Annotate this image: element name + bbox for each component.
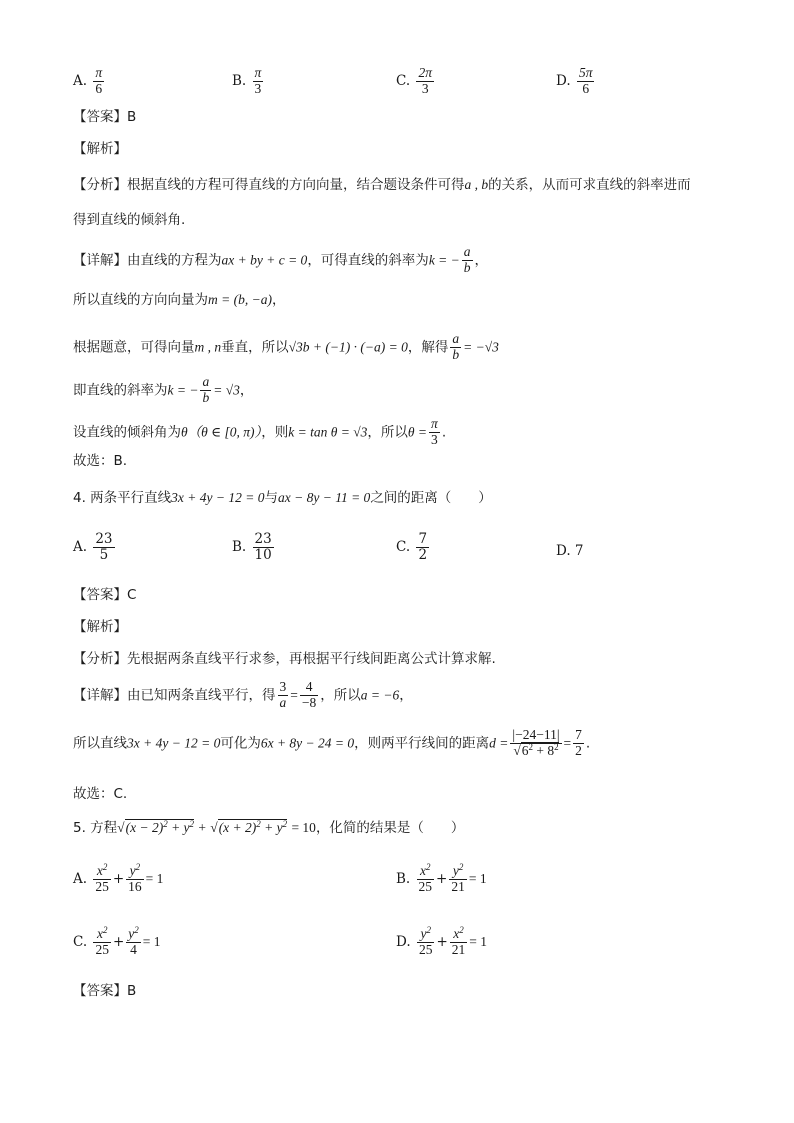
option-fraction: [253, 532, 274, 563]
frac-den: 3: [421, 80, 429, 96]
q5-option-d: [396, 927, 487, 958]
q3-choice: 故选：B.: [73, 453, 128, 469]
stem-text: 5. 方程: [73, 820, 118, 836]
frac-num: |−24−11|: [512, 727, 560, 742]
slope-fraction: [200, 375, 211, 406]
exp: 2: [189, 819, 195, 829]
q4-option-a: [73, 532, 117, 563]
option-label: B.: [232, 72, 247, 89]
var: y: [452, 863, 459, 878]
ellipse-term-2: [450, 927, 468, 958]
exp: 2: [458, 862, 464, 872]
frac-num: 4: [300, 680, 318, 696]
frac-num: a: [463, 244, 471, 259]
term: (x + 2): [218, 820, 257, 835]
frac-den: −8: [301, 694, 317, 710]
frac-num: π: [431, 416, 438, 431]
distance-var: d =: [489, 735, 509, 751]
punct: .: [585, 735, 591, 752]
q5-stem: [73, 821, 464, 836]
punct: ，: [239, 382, 254, 399]
frac-num: 23: [95, 531, 113, 547]
q3-detail-line5: [73, 417, 446, 448]
angle-result: θ =: [407, 424, 428, 440]
exp: 2: [282, 819, 288, 829]
q3-analysis-line2: 得到直线的倾斜角.: [73, 212, 186, 228]
frac-den: 3: [431, 431, 438, 447]
base: 6: [521, 742, 529, 758]
q3-option-d: [556, 66, 596, 97]
punct: .: [441, 424, 447, 441]
frac-den: 3: [254, 80, 262, 96]
q3-detail-line4: [73, 375, 253, 406]
direction-vector: m = (b, −a): [208, 292, 272, 307]
frac-den: a: [279, 694, 287, 710]
option-label: A.: [73, 538, 88, 555]
detail-tag: 【详解】: [73, 252, 127, 269]
term: + y: [171, 820, 190, 835]
option-label: B.: [232, 538, 247, 555]
frac-num: 7: [575, 727, 582, 742]
frac-num: 7: [418, 531, 428, 547]
plus: +: [112, 870, 125, 887]
exp: 2: [554, 741, 559, 752]
sqrt-term-2: [210, 819, 287, 835]
option-label: B.: [396, 870, 411, 887]
stem-text: 与: [264, 490, 278, 506]
equals-one: = 1: [142, 933, 161, 949]
stem-text: 4. 两条平行直线: [73, 490, 172, 506]
exp: 2: [459, 925, 464, 935]
q4-choice: 故选：C.: [73, 786, 128, 802]
frac-den: 25: [95, 941, 109, 957]
exp: 2: [135, 862, 141, 872]
exp: 2: [426, 925, 431, 935]
q3-detail-line3: [73, 332, 499, 363]
plus: +: [198, 820, 206, 835]
ratio-result: = −√3: [463, 339, 499, 355]
q4-stem: [73, 491, 492, 506]
ellipse-term-1: [417, 927, 435, 958]
equals-one: = 1: [145, 870, 164, 886]
detail-text: 可化为: [220, 735, 261, 752]
sqrt-body: [125, 819, 194, 835]
q4-option-b: [232, 532, 276, 563]
var: y: [129, 863, 136, 878]
distance-fraction: [510, 728, 561, 759]
q5-option-a: [73, 864, 163, 895]
dot-product-eq: √3b + (−1) · (−a) = 0: [288, 339, 408, 355]
q4-analysis: 【分析】先根据两条直线平行求参，再根据平行线间距离公式计算求解.: [73, 651, 496, 667]
option-label: D.: [396, 933, 411, 950]
detail-text: 由已知两条直线平行，得: [127, 687, 276, 704]
q3-answer: 【答案】B: [73, 109, 137, 125]
q5-option-c: [73, 927, 161, 958]
option-label: A.: [73, 870, 88, 887]
q3-detail-line2: [73, 293, 285, 308]
var: y: [128, 926, 135, 941]
plus: +: [112, 933, 125, 950]
frac-num: 23: [254, 531, 272, 547]
exp: 2: [163, 819, 168, 829]
detail-text: 设直线的倾斜角为: [73, 424, 181, 441]
detail-text: 所以直线: [73, 735, 127, 752]
detail-text: ，可得直线的斜率为: [307, 252, 429, 269]
q4-jiexi: 【解析】: [73, 619, 127, 635]
sqrt-body: [218, 819, 287, 835]
angle-def: θ（θ ∈ [0, π)）: [181, 424, 262, 440]
ratio-fraction: [450, 332, 461, 363]
option-fraction: [253, 66, 264, 97]
ellipse-term-1: [93, 864, 111, 895]
angle-fraction: [429, 417, 440, 448]
option-fraction: [577, 66, 595, 97]
line-equation: 3x + 4y − 12 = 0: [127, 735, 221, 751]
punct: ，: [474, 252, 489, 269]
ratio-fraction-2: [300, 680, 318, 711]
var: x: [453, 926, 460, 941]
detail-text: 所以直线的方向向量为: [73, 292, 208, 308]
sqrt-icon: √: [117, 820, 125, 835]
q3-analysis-line1: [73, 178, 691, 193]
frac-num: a: [202, 374, 210, 389]
frac-num: 3: [279, 679, 287, 694]
equals-one: = 1: [468, 870, 487, 886]
equals-value: = 10: [291, 820, 316, 835]
q5-option-b: [396, 864, 487, 895]
frac-num: 5π: [578, 65, 593, 80]
detail-text: ，所以: [320, 687, 361, 704]
q5-answer: 【答案】B: [73, 983, 137, 999]
analysis-text: 的关系，从而可求直线的斜率进而: [488, 177, 691, 193]
q4-detail-line1: [73, 680, 413, 711]
ellipse-term-2: [126, 927, 141, 958]
vectors: m , n: [194, 339, 222, 355]
q4-option-c: [396, 532, 431, 563]
frac-den: 2: [418, 546, 428, 563]
punct: ，: [271, 292, 286, 308]
detail-text: 由直线的方程为: [127, 252, 222, 269]
q4-answer: 【答案】C: [73, 587, 137, 603]
line-equation: ax + by + c = 0: [221, 252, 308, 268]
result-fraction: [573, 728, 584, 759]
detail-text: ，所以: [367, 424, 408, 441]
plus: +: [436, 933, 448, 950]
frac-den: b: [202, 389, 210, 405]
frac-den: 10: [254, 546, 272, 563]
base: 8: [547, 742, 555, 758]
q3-detail-line1: [73, 245, 488, 276]
line2-equation: ax − 8y − 11 = 0: [278, 490, 371, 505]
var: x: [420, 863, 427, 878]
scaled-equation: 6x + 8y − 24 = 0: [260, 735, 355, 751]
slope-expr: k = −: [428, 252, 460, 268]
term: (x − 2): [125, 820, 164, 835]
detail-text: ，则两平行线间的距离: [354, 735, 490, 752]
ellipse-term-1: [417, 864, 435, 895]
frac-den: 25: [418, 878, 433, 894]
frac-num: a: [452, 331, 460, 346]
q4-option-d: D. 7: [556, 543, 584, 559]
ratio-fraction-1: [278, 680, 289, 711]
analysis-text: 根据直线的方程可得直线的方向向量，结合题设条件可得: [127, 177, 465, 193]
frac-num: π: [254, 65, 262, 80]
exp: 2: [528, 741, 533, 752]
slope-expr: k = −: [167, 382, 199, 398]
exp: 2: [102, 862, 108, 872]
var: x: [96, 863, 103, 878]
option-fraction: [416, 66, 434, 97]
sqrt-icon: √: [513, 742, 521, 758]
stem-text: 之间的距离（ ）: [370, 490, 492, 506]
frac-den: 21: [451, 941, 466, 957]
slope-fraction: [462, 245, 473, 276]
frac-num: 2π: [418, 65, 432, 80]
ellipse-term-1: [93, 927, 111, 958]
frac-den: b: [463, 259, 471, 275]
exp: 2: [256, 819, 261, 829]
frac-den: 4: [130, 941, 137, 957]
q3-option-b: [232, 66, 265, 97]
slope-result: = √3: [213, 382, 240, 398]
frac-num: π: [95, 65, 103, 80]
var: x: [96, 926, 103, 941]
detail-text: ，则: [261, 424, 289, 441]
frac-den: b: [452, 346, 460, 362]
detail-text: 根据题意，可得向量: [73, 339, 195, 356]
option-label: C.: [396, 72, 411, 89]
ellipse-term-2: [126, 864, 144, 895]
sqrt-term-1: [117, 819, 194, 835]
frac-den: 5: [99, 546, 109, 563]
option-label: D.: [556, 72, 571, 89]
exp: 2: [102, 925, 108, 935]
detail-text: 垂直，所以: [221, 339, 289, 356]
var: y: [420, 926, 427, 941]
exp: 2: [134, 925, 139, 935]
frac-den: 16: [128, 878, 142, 894]
frac-den: 21: [451, 878, 465, 894]
frac-den: 6: [95, 80, 103, 96]
frac-den: 25: [95, 878, 109, 894]
equals-one: = 1: [469, 933, 487, 949]
ellipse-term-2: [449, 864, 467, 895]
stem-text: ，化简的结果是（ ）: [315, 820, 465, 836]
frac-den: 6: [582, 80, 590, 96]
frac-den: 2: [575, 742, 582, 758]
option-label: C.: [73, 933, 88, 950]
option-label: A.: [73, 72, 88, 89]
equals: =: [290, 687, 298, 703]
sqrt-icon: √: [210, 820, 218, 835]
q3-option-a: [73, 66, 106, 97]
q3-option-c: [396, 66, 436, 97]
q4-detail-line2: [73, 728, 590, 759]
punct: ，: [399, 687, 413, 704]
detail-tag: 【详解】: [73, 687, 127, 704]
line1-equation: 3x + 4y − 12 = 0: [171, 490, 265, 505]
option-fraction: [416, 532, 429, 563]
q3-jiexi: 【解析】: [73, 141, 127, 157]
sqrt-body: $6^2 + 8^2$: [521, 741, 559, 758]
detail-text: ，解得: [407, 339, 449, 356]
term: + y: [264, 820, 283, 835]
param-result: a = −6: [360, 687, 400, 703]
frac-den: 25: [418, 941, 433, 957]
plus: +: [436, 870, 448, 887]
analysis-vars: a , b: [464, 177, 489, 192]
exp: 2: [426, 862, 431, 872]
option-label: C.: [396, 538, 411, 555]
tan-eq: k = tan θ = √3: [288, 424, 368, 440]
option-fraction: [93, 532, 114, 563]
detail-text: 即直线的斜率为: [73, 382, 168, 399]
analysis-tag: 【分析】: [73, 177, 127, 193]
option-fraction: [93, 66, 104, 97]
frac-den: [510, 741, 561, 759]
equals: =: [563, 735, 572, 751]
